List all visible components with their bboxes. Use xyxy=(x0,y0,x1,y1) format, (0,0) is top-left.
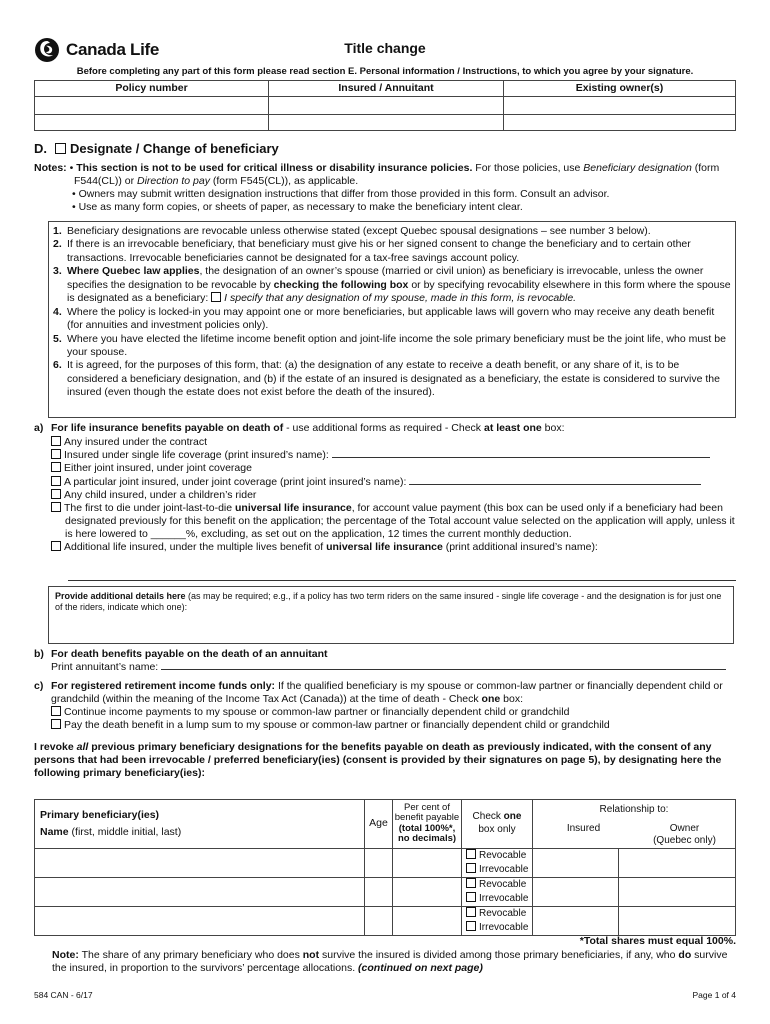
policy-number-field[interactable] xyxy=(35,115,269,131)
name-field[interactable] xyxy=(35,906,365,935)
option-label: Pay the death benefit in a lump sum to my spouse or common-law partner or financially dependent child or grandchild xyxy=(64,719,610,732)
checkbox[interactable] xyxy=(51,476,61,486)
note-b: survive the insured is divided among those primary beneficiaries, if any, who xyxy=(319,949,679,961)
insured-rel-field[interactable] xyxy=(533,848,619,877)
checkbox[interactable] xyxy=(51,436,61,446)
part-b xyxy=(34,648,739,674)
irrevocable-option[interactable] xyxy=(466,921,532,935)
item-italic: I specify that any designation of my spouse, made in this form, is revocable. xyxy=(224,292,577,305)
note2: • Owners may submit written designation instructions that differ from those provided in this form. Consult an advisor. xyxy=(72,188,610,201)
revoke-statement xyxy=(34,741,739,780)
annuitant-name-field[interactable] xyxy=(161,669,726,670)
instruction-text: Before completing any part of this form please read section E. Personal information / Instructions, to which you agree by your signature. xyxy=(76,66,694,77)
part-a-heading: For life insurance benefits payable on death of xyxy=(51,422,284,434)
irrevocable-label: Irrevocable xyxy=(479,863,529,875)
quebec-revocable-checkbox[interactable] xyxy=(211,292,221,302)
col-rel: Relationship to: xyxy=(599,804,669,815)
note1-form2: Direction to pay xyxy=(137,175,210,188)
irrevocable-option[interactable] xyxy=(466,863,532,877)
option-first-to-die[interactable] xyxy=(51,502,739,541)
irrevocable-label: Irrevocable xyxy=(479,921,529,933)
option-label: Insured under single life coverage (print insured’s name): xyxy=(64,449,329,462)
item-text: If there is an irrevocable beneficiary, that beneficiary must give his or her signed consent to change the beneficiary and to certain other transactions. Irrevocable beneficiaries cannot be designated for a tax-free savings account policy. xyxy=(67,238,691,264)
col-pct3: (total 100%*, no decimals) xyxy=(397,822,457,845)
item-text: It is agreed, for the purposes of this form, that: (a) the designation of any estate to receive a death benefit, or any share of it, is to be considered a beneficiary designation, and (b) if the estate of an insured is designated as a beneficiary, the estate is considered to survive the insured (even though the estate does not exist before the death of the insured). xyxy=(67,359,720,399)
option-either-joint[interactable] xyxy=(51,462,739,475)
item-text: , the designation of an owner’s spouse (married or civil union) as beneficiary is irrevocable, unless the owner specifies the designation to be revocable by xyxy=(67,265,704,291)
percent-field[interactable] xyxy=(393,848,462,877)
item-bold2: checking the following box xyxy=(273,278,409,291)
note1-bold: This section is not to be used for critical illness or disability insurance policies. xyxy=(76,162,473,174)
option-single-life[interactable] xyxy=(51,449,739,462)
item-number: 5. xyxy=(53,332,62,345)
checkbox[interactable] xyxy=(51,719,61,729)
insured-rel-field[interactable] xyxy=(533,906,619,935)
part-a-heading-rest: - use additional forms as required - Check xyxy=(283,422,484,434)
irrevocable-option[interactable] xyxy=(466,892,532,906)
condition-1 xyxy=(53,225,731,238)
owner-rel-field[interactable] xyxy=(619,848,736,877)
name-field[interactable] xyxy=(35,877,365,906)
owner-rel-field[interactable] xyxy=(619,906,736,935)
item-text: Where the policy is locked-in you may appoint one or more beneficiaries, but applicable laws will govern who may receive any death benefit (for annuities and investment policies only). xyxy=(67,305,715,332)
policy-number-field[interactable] xyxy=(35,97,269,115)
note-do: do xyxy=(678,949,692,961)
option-any-insured[interactable] xyxy=(51,436,739,449)
additional-insured-name-field[interactable] xyxy=(68,568,736,581)
part-c xyxy=(34,680,739,733)
condition-3 xyxy=(53,265,731,305)
table-row xyxy=(35,877,736,906)
option-lump-sum[interactable] xyxy=(34,719,739,732)
item-number: 4. xyxy=(53,305,62,318)
revocable-option[interactable] xyxy=(466,849,532,863)
revocable-label: Revocable xyxy=(479,850,527,861)
beneficiary-table xyxy=(34,799,736,936)
option-label-bold: universal life insurance xyxy=(235,501,352,514)
note1-mid: (form F544(CL)) or xyxy=(74,162,720,188)
note1-rest: For those policies, use xyxy=(472,162,584,174)
col-owner-rel: Owner xyxy=(669,822,700,834)
owner-rel-field[interactable] xyxy=(619,877,736,906)
revoke-b: previous primary beneficiary designations for the benefits payable on death as previously indicated, with the consent of any persons that had been irrevocable / preferred beneficiary(ies) (consent is provided by their signatures on page 5), by designating here the following primary beneficiary(ies): xyxy=(34,741,722,780)
checkbox[interactable] xyxy=(51,541,61,551)
option-label: A particular joint insured, under joint coverage (print joint insured’s name): xyxy=(64,475,407,488)
checkbox[interactable] xyxy=(466,921,476,931)
annuitant-label: Print annuitant’s name: xyxy=(51,661,159,674)
total-shares-note: *Total shares must equal 100%. xyxy=(579,935,736,947)
col-pct2: benefit payable xyxy=(394,812,460,824)
insured-field[interactable] xyxy=(269,115,504,131)
item-text2: or by specifying revocability elsewhere in this form where the spouse is designated as a beneficiary: xyxy=(67,278,731,305)
checkbox[interactable] xyxy=(51,706,61,716)
col-pct1: Per cent of xyxy=(404,801,450,813)
policy-table xyxy=(34,80,736,131)
col-insured: Insured / Annuitant xyxy=(269,81,504,97)
col-name: Name xyxy=(40,825,69,838)
option-label: Either joint insured, under joint coverage xyxy=(64,462,252,475)
item-text: Beneficiary designations are revocable unless otherwise stated (except Quebec spousal designations – see number 3 below). xyxy=(67,225,651,237)
condition-6 xyxy=(53,359,731,399)
checkbox[interactable] xyxy=(51,449,61,459)
age-field[interactable] xyxy=(365,906,393,935)
option-label: Additional life insured, under the multiple lives benefit of xyxy=(64,541,327,554)
option-label-rest: (print additional insured’s name): xyxy=(442,541,598,554)
col-primary: Primary beneficiary(ies) xyxy=(40,808,160,821)
revoke-all: all xyxy=(76,741,89,753)
checkbox[interactable] xyxy=(466,907,476,917)
part-c-text: If the qualified beneficiary is my spouse or common-law partner or financially dependent child or grandchild (within the meaning of the Income Tax Act (Canada)) at the time of death - Check xyxy=(51,680,723,706)
option-continue-income[interactable] xyxy=(34,706,739,719)
part-a xyxy=(34,422,739,554)
option-label: Any child insured, under a children’s rider xyxy=(64,488,257,501)
col-check1: Check xyxy=(472,811,504,823)
revocable-option[interactable] xyxy=(466,907,532,921)
part-c-one: one xyxy=(481,693,501,706)
part-b-label: b) xyxy=(34,648,44,660)
joint-insured-name-field[interactable] xyxy=(409,484,701,485)
form-code: 584 CAN - 6/17 xyxy=(34,990,93,1000)
additional-details-box[interactable] xyxy=(48,586,734,644)
item-number: 6. xyxy=(53,359,62,372)
note3: • Use as many form copies, or sheets of paper, as necessary to make the beneficiary intent clear. xyxy=(72,201,523,214)
name-field[interactable] xyxy=(35,848,365,877)
note-c: survive the insured, in proportion to the survivors’ percentage allocations. xyxy=(52,949,728,975)
note-label: Note: xyxy=(52,949,79,961)
item-number: 3. xyxy=(53,265,62,278)
condition-5 xyxy=(53,333,731,360)
brand-name: Canada Life xyxy=(66,40,160,60)
col-check-one: one xyxy=(503,811,522,823)
part-a-heading-bold: at least one xyxy=(483,422,542,434)
option-label: Any insured under the contract xyxy=(64,436,208,449)
section-d-heading xyxy=(34,141,279,157)
note-a: The share of any primary beneficiary who does xyxy=(78,949,303,961)
part-a-label: a) xyxy=(34,422,44,434)
insured-rel-field[interactable] xyxy=(533,877,619,906)
part-c-box: box: xyxy=(500,693,523,706)
col-name-rest: (first, middle initial, last) xyxy=(68,825,182,838)
section-d-title: Designate / Change of beneficiary xyxy=(70,141,279,156)
note-not: not xyxy=(302,949,320,961)
percent-field[interactable] xyxy=(393,906,462,935)
part-c-heading: For registered retirement income funds only: xyxy=(51,680,276,692)
details-rest: (as may be required; e.g., if a policy has two term riders on the same insured - single life coverage - and the designation is for just one of the riders, indicate which one): xyxy=(55,591,722,613)
option-additional-life[interactable] xyxy=(51,541,739,554)
option-label: Continue income payments to my spouse or common-law partner or financially dependent child or grandchild xyxy=(64,706,570,719)
col-insured-rel: Insured xyxy=(566,822,601,834)
condition-4 xyxy=(53,306,731,333)
checkbox[interactable] xyxy=(466,892,476,902)
option-particular-joint[interactable] xyxy=(51,476,739,489)
table-row xyxy=(35,906,736,935)
col-policy-number: Policy number xyxy=(35,81,269,97)
col-age: Age xyxy=(365,800,393,849)
revocability-options xyxy=(462,877,533,906)
share-note xyxy=(52,949,742,975)
item-bold: Where Quebec law applies xyxy=(67,265,200,278)
option-label-rest: , for account value payment (this box can be used only if a beneficiary had been designated previously for this benefit on the application; the percentage of the Total account value selected on the application will apply, unless it is here lowered to ______%, excluding, as set out on the application, 12 times the current monthly deduction. xyxy=(65,501,735,540)
note1-form1: Beneficiary designation xyxy=(583,162,692,174)
checkbox[interactable] xyxy=(51,502,61,512)
revoke-a: I revoke xyxy=(34,741,77,753)
percent-field[interactable] xyxy=(393,877,462,906)
details-bold: Provide additional details here xyxy=(55,591,186,601)
col-owner2-rel: (Quebec only) xyxy=(653,835,716,846)
page-number: Page 1 of 4 xyxy=(692,990,736,1000)
numbered-conditions xyxy=(48,221,736,418)
checkbox[interactable] xyxy=(51,462,61,472)
irrevocable-label: Irrevocable xyxy=(479,892,529,904)
insured-name-field[interactable] xyxy=(332,457,710,458)
notes-block: Notes: • This section is not to be used for critical illness or disability insurance policies. For those policies, use Beneficiary designation (form F544(CL)) or Direction to pay (form F545(CL)), as applicable. • Owners may submit written designation instructions that differ from those provided in this form. Consult an advisor. • Use as many form copies, or sheets of paper, as necessary to make the beneficiary intent clear. xyxy=(34,162,739,215)
option-label: The first to die under joint-last-to-die xyxy=(64,501,235,514)
option-label-bold: universal life insurance xyxy=(326,541,443,554)
checkbox[interactable] xyxy=(51,489,61,499)
owners-field[interactable] xyxy=(504,97,736,115)
note1-end: (form F545(CL)), as applicable. xyxy=(209,175,359,188)
col-owners: Existing owner(s) xyxy=(504,81,736,97)
item-text: Where you have elected the lifetime income benefit option and joint-life income the sole primary beneficiary must be the joint life, who must be your spouse. xyxy=(67,332,726,358)
insured-field[interactable] xyxy=(269,97,504,115)
age-field[interactable] xyxy=(365,848,393,877)
age-field[interactable] xyxy=(365,877,393,906)
owners-field[interactable] xyxy=(504,115,736,131)
col-check xyxy=(462,800,533,849)
col-name-header xyxy=(35,800,365,849)
revocable-label: Revocable xyxy=(479,908,527,919)
section-letter: D. xyxy=(34,141,47,156)
condition-2 xyxy=(53,238,731,265)
revocable-label: Revocable xyxy=(479,879,527,890)
col-check2: box only xyxy=(478,823,516,835)
revocable-option[interactable] xyxy=(466,878,532,892)
item-number: 1. xyxy=(53,225,62,237)
table-row xyxy=(35,848,736,877)
part-a-heading-end: box: xyxy=(541,422,565,434)
notes-label: Notes: xyxy=(34,162,67,174)
page-title: Title change xyxy=(344,40,426,56)
part-b-heading: For death benefits payable on the death of an annuitant xyxy=(51,648,328,660)
part-c-label: c) xyxy=(34,680,44,692)
revocability-options xyxy=(462,906,533,935)
checkbox[interactable] xyxy=(466,878,476,888)
note-continued: (continued on next page) xyxy=(358,962,483,975)
section-d-checkbox[interactable] xyxy=(55,143,66,154)
checkbox[interactable] xyxy=(466,863,476,873)
option-child-insured[interactable] xyxy=(51,489,739,502)
col-relationship xyxy=(533,800,736,849)
item-number: 2. xyxy=(53,238,62,251)
revocability-options xyxy=(462,848,533,877)
col-percent xyxy=(393,800,462,849)
checkbox[interactable] xyxy=(466,849,476,859)
